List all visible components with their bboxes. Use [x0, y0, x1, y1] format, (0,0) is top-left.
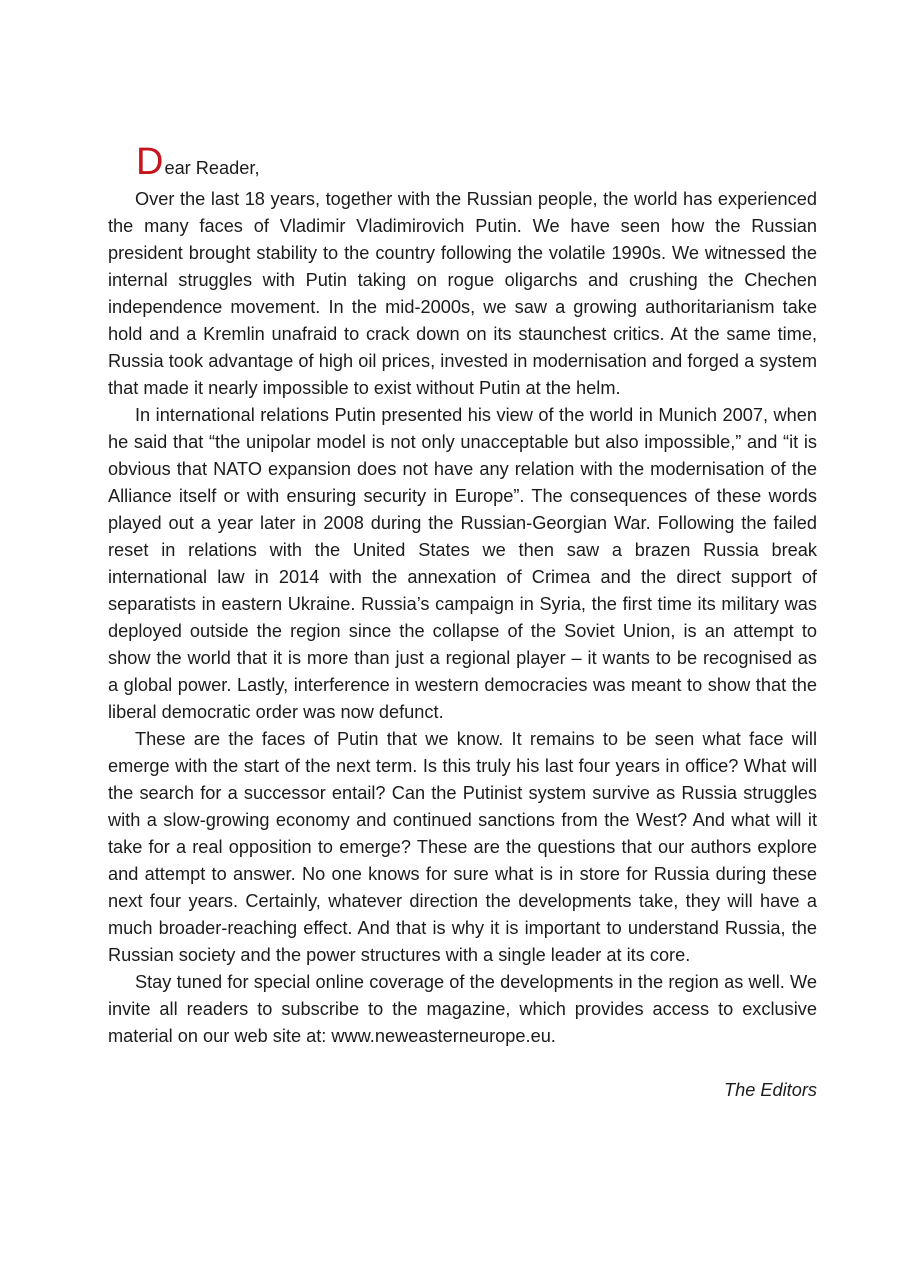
paragraph-2: In international relations Putin presented his view of the world in Munich 2007, when he said that “the unipolar model is not only unacceptable but also impossible,” and “it is obvious that NATO expansion does not have any relation with the modernisation of the Alliance itself or with ensuring security in Europe”. The consequences of these words played out a year later in 2008 during the Russian-Georgian War. Following the failed reset in relations with the United States we then saw a brazen Russia break international law in 2014 with the annexation of Crimea and the direct support of separatists in eastern Ukraine. Russia’s campaign in Syria, the first time its military was deployed outside the region since the collapse of the Soviet Union, is an attempt to show the world that it is more than just a regional player – it wants to be recognised as a global power. Lastly, interference in western democracies was meant to show that the liberal democratic order was now defunct.	[108, 405, 817, 722]
paragraph-1: Over the last 18 years, together with the Russian people, the world has experienced the many faces of Vladimir Vladimirovich Putin. We have seen how the Russian president brought stability to the country following the volatile 1990s. We witnessed the internal struggles with Putin taking on rogue oligarchs and crushing the Chechen independence movement. In the mid-2000s, we saw a growing authoritarianism take hold and a Kremlin unafraid to crack down on its staunchest critics. At the same time, Russia took advantage of high oil prices, invested in modernisation and forged a system that made it nearly impossible to exist without Putin at the helm.	[108, 189, 817, 398]
salutation-text: ear Reader,	[164, 158, 260, 178]
drop-cap: D	[136, 141, 164, 183]
salutation	[108, 141, 817, 186]
signature: The Editors	[724, 1080, 817, 1100]
paragraph-4: Stay tuned for special online coverage of the developments in the region as well. We invite all readers to subscribe to the magazine, which provides access to exclusive material on our web site at: www.neweasterneurope.eu.	[108, 972, 817, 1046]
editorial-letter	[108, 141, 817, 1104]
paragraph-3: These are the faces of Putin that we know. It remains to be seen what face will emerge with the start of the next term. Is this truly his last four years in office? What will the search for a successor entail? Can the Putinist system survive as Russia struggles with a slow-growing economy and continued sanctions from the West? And what will it take for a real opposition to emerge? These are the questions that our authors explore and attempt to answer. No one knows for sure what is in store for Russia during these next four years. Certainly, whatever direction the developments take, they will have a much broader-reaching effect. And that is why it is important to understand Russia, the Russian society and the power structures with a single leader at its core.	[108, 729, 817, 965]
